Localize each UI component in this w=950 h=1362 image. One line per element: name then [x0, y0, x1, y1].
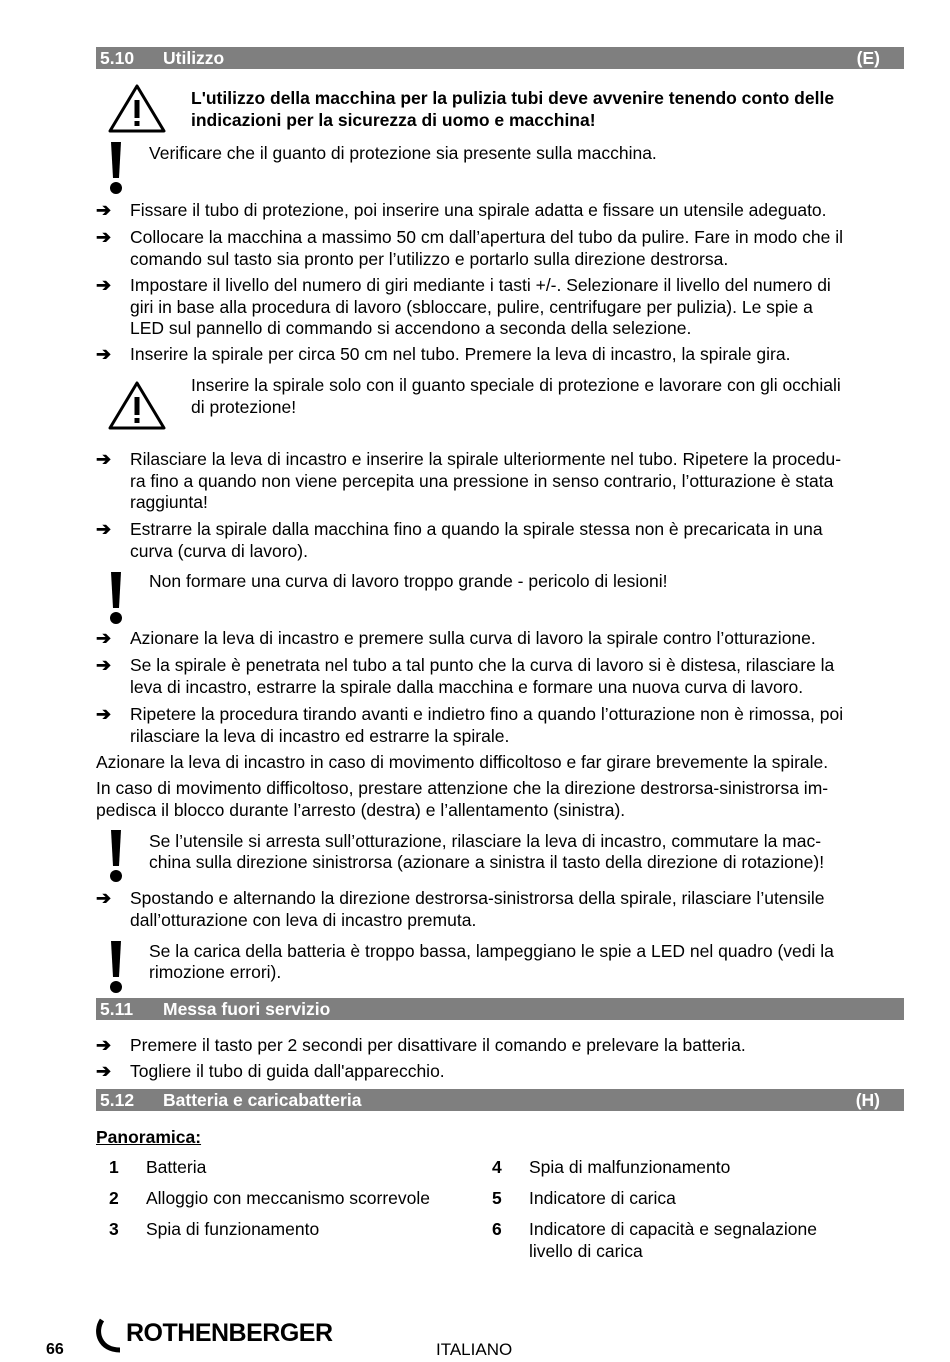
arrow-right-icon: ➔ [96, 275, 112, 295]
brand-name: ROTHENBERGER [126, 1319, 333, 1347]
note-glove: Verificare che il guanto di protezione sia presente sulla macchina. [149, 143, 657, 163]
note-curve: Non formare una curva di lavoro troppo grande - pericolo di lesioni! [149, 571, 668, 591]
warning-text-line-2: indicazioni per la sicurezza di uomo e macchina! [191, 110, 596, 130]
item-label: Indicatore di capacità e segnalazione [529, 1219, 817, 1239]
arrow-right-icon: ➔ [96, 200, 112, 220]
step-text: dall’otturazione con leva di incastro premuta. [130, 909, 477, 930]
warning-triangle-icon [108, 84, 166, 134]
step-text: raggiunta! [130, 492, 208, 512]
step-text: Inserire la spirale per circa 50 cm nel tubo. Premere la leva di incastro, la spirale gira. [130, 344, 791, 364]
item-label: Indicatore di carica [529, 1188, 676, 1208]
note-battery-line-1: Se la carica della batteria è troppo bassa, lampeggiano le spie a LED nel quadro (vedi la [149, 941, 834, 961]
section-code: (H) [855, 1090, 880, 1110]
item-number: 4 [492, 1157, 502, 1177]
item-number: 6 [492, 1219, 502, 1239]
section-header-5-11 [96, 998, 904, 1020]
arrow-right-icon: ➔ [96, 655, 112, 675]
note-battery-line-2: rimozione errori). [149, 962, 282, 982]
section-title: Utilizzo [163, 48, 225, 68]
warning-triangle-icon [108, 381, 166, 431]
section-number: 5.12 [100, 1090, 135, 1110]
exclamation-icon [107, 830, 125, 885]
arrow-right-icon: ➔ [96, 449, 112, 469]
step-text: LED sul pannello di commando si accendono a seconda della selezione. [130, 318, 692, 338]
arrow-right-icon: ➔ [96, 628, 112, 648]
warning-glove-line-2: di protezione! [191, 397, 297, 417]
section-header-5-12 [96, 1089, 904, 1111]
section-number: 5.11 [100, 999, 134, 1019]
paragraph-2-line-2: pedisca il blocco durante l’arresto (destra) e l’allentamento (sinistra). [96, 800, 626, 820]
step-text: Collocare la macchina a massimo 50 cm dall’apertura del tubo da pulire. Fare in modo che il [130, 227, 843, 247]
step-text: comando sul tasto sia pronto per l’utilizzo e portarlo sulla direzione destrorsa. [130, 248, 729, 269]
arrow-right-icon: ➔ [96, 227, 112, 247]
step-text: Togliere il tubo di guida dall'apparecchio. [130, 1061, 445, 1081]
overview-heading: Panoramica: [96, 1127, 202, 1147]
step-text: Rilasciare la leva di incastro e inserire la spirale ulteriormente nel tubo. Ripetere la procedu- [130, 449, 842, 469]
item-label: Spia di funzionamento [146, 1219, 320, 1239]
arrow-right-icon: ➔ [96, 704, 112, 724]
arrow-right-icon: ➔ [96, 344, 112, 364]
step-text: leva di incastro, estrarre la spirale dalla macchina e formare una nuova curva di lavoro. [130, 676, 804, 697]
warning-text-line-1: L'utilizzo della macchina per la pulizia tubi deve avvenire tenendo conto delle [191, 88, 835, 108]
page-number: 66 [46, 1341, 64, 1358]
arrow-right-icon: ➔ [96, 1061, 112, 1081]
section-code: (E) [856, 48, 880, 68]
step-text: Azionare la leva di incastro e premere sulla curva di lavoro la spirale contro l’otturazione. [130, 628, 816, 648]
arrow-right-icon: ➔ [96, 1035, 112, 1055]
section-header-5-10 [96, 47, 904, 69]
step-text: Premere il tasto per 2 secondi per disattivare il comando e prelevare la batteria. [130, 1035, 746, 1055]
step-text: Ripetere la procedura tirando avanti e indietro fino a quando l’otturazione non è rimossa, poi [130, 704, 844, 724]
item-label: Alloggio con meccanismo scorrevole [146, 1188, 431, 1208]
section-title: Messa fuori servizio [163, 999, 331, 1019]
exclamation-icon [107, 572, 125, 627]
item-number: 1 [109, 1157, 119, 1177]
step-text: Spostando e alternando la direzione destrorsa-sinistrorsa della spirale, rilasciare l’utensile [130, 888, 825, 908]
step-text: Se la spirale è penetrata nel tubo a tal punto che la curva di lavoro si è distesa, rilasciare la [130, 655, 835, 675]
item-number: 3 [109, 1219, 119, 1239]
step-text: rilasciare la leva di incastro ed estrarre la spirale. [130, 725, 510, 746]
step-text: Fissare il tubo di protezione, poi inserire una spirale adatta e fissare un utensile adeguato. [130, 200, 827, 220]
step-text: giri in base alla procedura di lavoro (sbloccare, pulire, centrifugare per pulizia). Le spie a [130, 296, 813, 317]
exclamation-icon [107, 941, 125, 996]
note-stop-line-1: Se l’utensile si arresta sull’otturazione, rilasciare la leva di incastro, commutare la mac- [149, 831, 822, 851]
paragraph-2-line-1: In caso di movimento difficoltoso, prestare attenzione che la direzione destrorsa-sinistrorsa im- [96, 778, 829, 798]
section-title: Batteria e caricabatteria [163, 1090, 362, 1110]
step-text: ra fino a quando non viene percepita una pressione in senso contrario, l’otturazione è stata [130, 470, 834, 491]
step-text: Impostare il livello del numero di giri mediante i tasti +/-. Selezionare il livello del numero di [130, 275, 831, 295]
note-stop-line-2: china sulla direzione sinistrorsa (azionare a sinistra il tasto della direzione di rotazione)! [149, 852, 825, 872]
warning-glove-line-1: Inserire la spirale solo con il guanto speciale di protezione e lavorare con gli occhiali [191, 375, 841, 395]
arrow-right-icon: ➔ [96, 888, 112, 908]
item-number: 5 [492, 1188, 502, 1208]
step-text: curva (curva di lavoro). [130, 540, 308, 561]
exclamation-icon [107, 142, 125, 197]
item-label-line-2: livello di carica [529, 1241, 643, 1261]
arrow-right-icon: ➔ [96, 519, 112, 539]
footer-language: ITALIANO [436, 1340, 513, 1359]
item-label: Spia di malfunzionamento [529, 1157, 731, 1177]
section-number: 5.10 [100, 48, 135, 68]
item-label: Batteria [146, 1157, 207, 1177]
paragraph-1: Azionare la leva di incastro in caso di movimento difficoltoso e far girare brevemente la spirale. [96, 752, 829, 772]
item-number: 2 [109, 1188, 119, 1208]
step-text: Estrarre la spirale dalla macchina fino a quando la spirale stessa non è precaricata in una [130, 519, 823, 539]
